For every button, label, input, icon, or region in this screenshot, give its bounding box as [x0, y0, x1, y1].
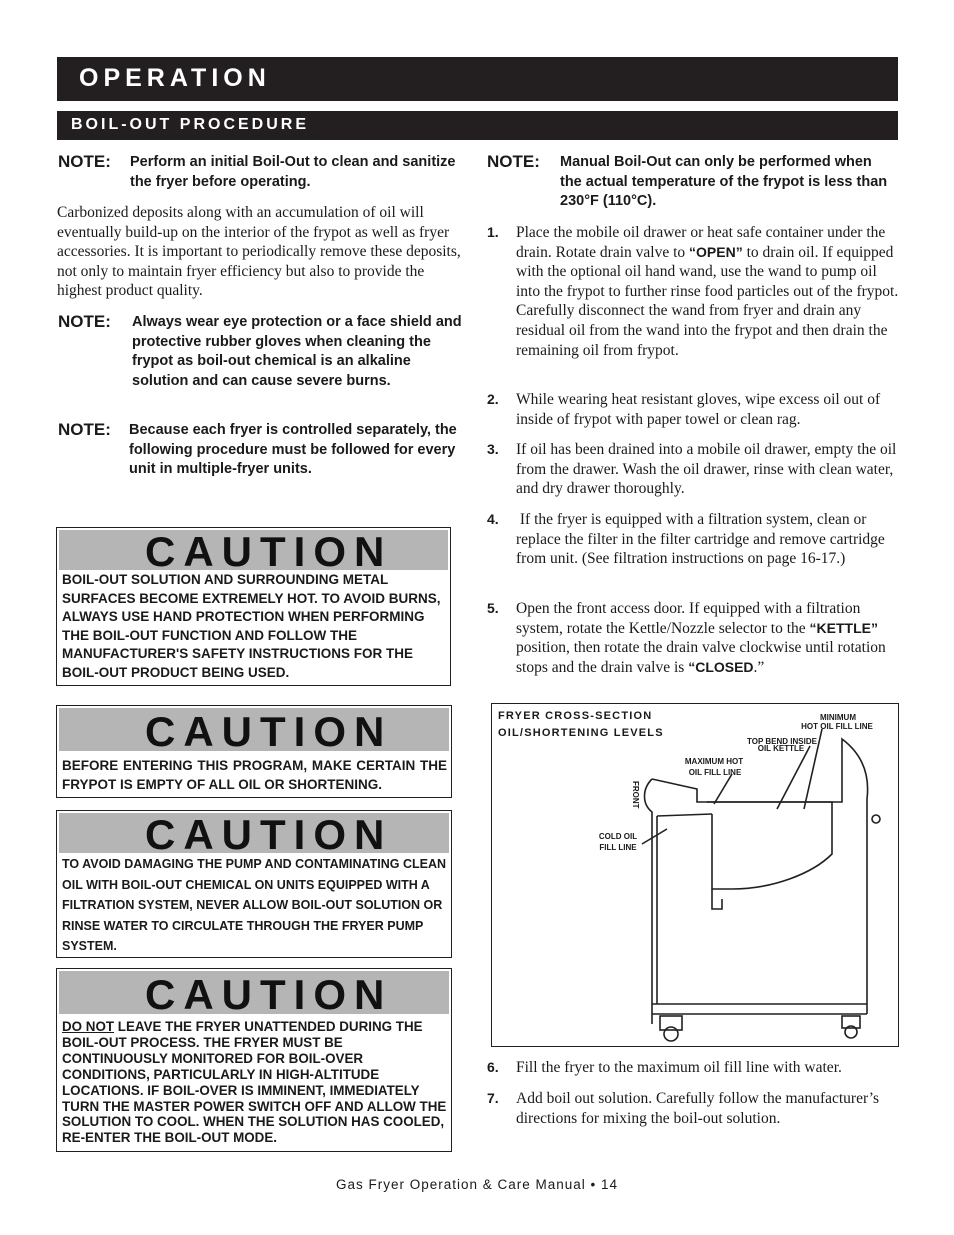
step-text-part: Place the mobile oil drawer or heat safe container under the drain. Rotate drain valve to [516, 224, 886, 261]
step-number: 3. [487, 441, 499, 457]
diagram-title-line1: FRYER CROSS-SECTION [498, 710, 653, 722]
note-each-fryer [58, 420, 468, 500]
label-cold-oil: COLD OIL [598, 832, 638, 841]
intro-paragraph: Carbonized deposits along with an accumulation of oil will eventually build-up on the interior of the frypot as well as fryer accessories. It is important to periodically remove these deposits, not only to maintain fryer efficiency but also to provide the highest product quality. [57, 204, 461, 300]
step-text: Add boil out solution. Carefully follow the manufacturer’s directions for mixing the boil-out solution. [516, 1090, 880, 1127]
step-number: 1. [487, 224, 499, 240]
step-keyword: “OPEN” [689, 243, 743, 260]
step-text [516, 223, 899, 360]
label-fill-line: FILL LINE [599, 843, 637, 852]
label-maximum-hot: MAXIMUM HOT [684, 757, 744, 766]
fryer-cross-section-drawing [492, 704, 898, 1046]
subsection-title: BOIL-OUT PROCEDURE [71, 116, 309, 133]
note-label: NOTE: [58, 312, 111, 331]
step-text: While wearing heat resistant gloves, wipe excess oil out of inside of frypot with paper towel or clean rag. [516, 391, 881, 428]
caution-title: CAUTION [145, 708, 393, 755]
fryer-cross-section-diagram [491, 703, 899, 1047]
caution-title: CAUTION [145, 811, 393, 858]
caution-title: CAUTION [145, 528, 393, 575]
step-keyword: “CLOSED [688, 658, 754, 675]
section-title: OPERATION [79, 64, 271, 92]
step-text: Fill the fryer to the maximum oil fill line with water. [516, 1059, 842, 1076]
step-number: 4. [487, 511, 499, 527]
caution-box-hot-surfaces [56, 527, 451, 686]
note-text: Always wear eye protection or a face shield and protective rubber gloves when cleaning the frypot as boil-out chemical is an alkaline solution and can cause severe burns. [132, 314, 462, 389]
step-number: 7. [487, 1090, 499, 1106]
note-initial-boilout [58, 152, 458, 196]
step-text-part: Open the front access door. If equipped with a filtration system, rotate the Kettle/Nozzle selector to the [516, 600, 861, 637]
page-footer: Gas Fryer Operation & Care Manual • 14 [335, 1177, 619, 1192]
label-minimum: MINIMUM [820, 713, 856, 722]
caution-box-unattended [56, 968, 452, 1152]
diagram-title-line2: OIL/SHORTENING LEVELS [498, 727, 664, 739]
label-front: FRONT [631, 781, 640, 809]
caution-text: BOIL-OUT SOLUTION AND SURROUNDING METAL SURFACES BECOME EXTREMELY HOT. TO AVOID BURNS, ALWAYS USE HAND PROTECTION WHEN PERFORMING THE BOIL-OUT FUNCTION AND FOLLOW THE MANUFACTURER'S SAFETY INSTRUCTIONS FOR THE BOIL-OUT PRODUCT BEING USED. [62, 572, 441, 680]
caution-box-empty-frypot [56, 705, 452, 798]
note-label: NOTE: [58, 152, 111, 171]
section-header [57, 57, 898, 101]
label-oil-kettle: OIL KETTLE [757, 744, 805, 753]
step-keyword: “KETTLE” [809, 619, 878, 636]
step-text-part: .” [753, 658, 765, 676]
step-text-part: to drain oil. If equipped with the optional oil hand wand, use the wand to pump oil into the frypot to further rinse food particles out of the frypot. Carefully disconnect the wand from fryer and drain any residual oil from the wand into the frypot and then drain the remaining oil from frypot. [516, 243, 899, 359]
step-text-part: position, then rotate the drain valve clockwise until rotation stops and the drain valve is [516, 639, 886, 676]
step-text: If the fryer is equipped with a filtration system, clean or replace the filter in the filter cartridge and remove cartridge from unit. (See filtration instructions on page 16-17.) [516, 511, 889, 568]
step-number: 6. [487, 1059, 499, 1075]
step-number: 2. [487, 391, 499, 407]
note-text: Manual Boil-Out can only be performed when the actual temperature of the frypot is less than 230°F (110°C). [560, 154, 888, 209]
subsection-header [57, 111, 898, 140]
caution-title: CAUTION [145, 971, 393, 1018]
note-manual-boilout [487, 152, 897, 212]
note-text: Because each fryer is controlled separately, the following procedure must be followed for every unit in multiple-fryer units. [129, 422, 457, 477]
caution-text: BEFORE ENTERING THIS PROGRAM, MAKE CERTAIN THE FRYPOT IS EMPTY OF ALL OIL OR SHORTENING. [62, 758, 447, 792]
step-text: If oil has been drained into a mobile oil drawer, empty the oil from the drawer. Wash the oil drawer, rinse with clean water, and dry drawer thoroughly. [516, 441, 897, 498]
label-top-bend: TOP BEND INSIDE [747, 737, 817, 746]
note-eye-protection [58, 312, 468, 412]
caution-text: TO AVOID DAMAGING THE PUMP AND CONTAMINATING CLEAN OIL WITH BOIL-OUT CHEMICAL ON UNITS EQUIPPED WITH A FILTRATION SYSTEM, NEVER ALLOW BOIL-OUT SOLUTION OR RINSE WATER TO CIRCULATE THROUGH THE FRYER PUMP SYSTEM. [62, 857, 447, 954]
caution-do-not: DO NOT [62, 1019, 115, 1034]
note-label: NOTE: [487, 152, 540, 171]
caution-box-pump [56, 810, 452, 958]
label-oil-fill-line: OIL FILL LINE [688, 768, 742, 777]
step-text [516, 599, 899, 677]
step-number: 5. [487, 600, 499, 616]
note-text: Perform an initial Boil-Out to clean and sanitize the fryer before operating. [130, 154, 456, 190]
caution-text [62, 1019, 447, 1146]
caution-rest: LEAVE THE FRYER UNATTENDED DURING THE BOIL-OUT PROCESS. THE FRYER MUST BE CONTINUOUSLY MONITORED FOR BOIL-OVER CONDITIONS, PARTICULARLY IN HIGH-ALTITUDE LOCATIONS. IF BOIL-OVER IS IMMINENT, IMMEDIATELY TURN THE MASTER POWER SWITCH OFF AND ALLOW THE SOLUTION TO COOL. WHEN THE SOLUTION HAS COOLED, RE-ENTER THE BOIL-OUT MODE. [62, 1019, 447, 1146]
label-hot-oil-fill-line: HOT OIL FILL LINE [801, 722, 873, 731]
note-label: NOTE: [58, 420, 111, 439]
